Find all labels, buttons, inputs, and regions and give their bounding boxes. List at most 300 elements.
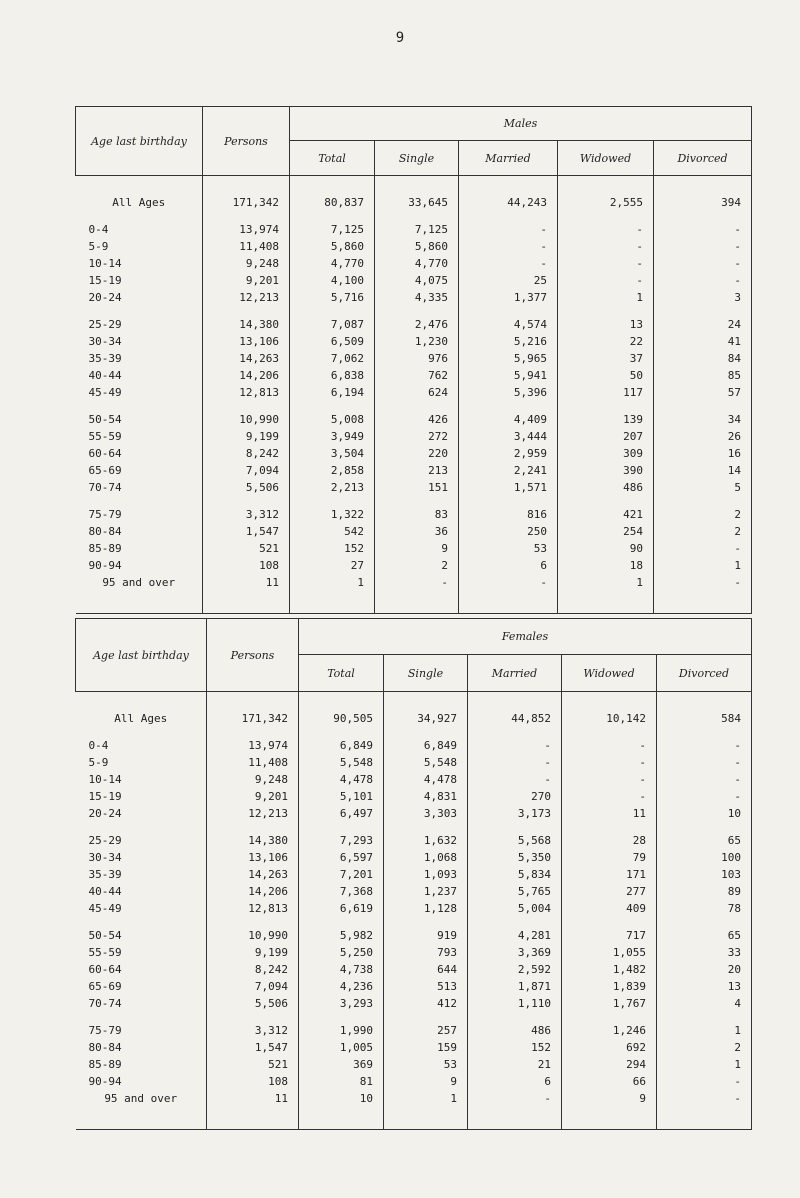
single-cell: 1,237: [384, 883, 468, 900]
persons-cell: 521: [207, 1056, 299, 1073]
spacer-cell: [375, 496, 459, 506]
divorced-cell: 33: [657, 944, 752, 961]
age-cell: 70-74: [88, 481, 122, 494]
married-cell: 816: [459, 506, 558, 523]
persons-cell: 10,990: [207, 927, 299, 944]
widowed-cell: 1,767: [562, 995, 657, 1012]
single-cell: 36: [375, 523, 459, 540]
widowed-cell: 421: [558, 506, 654, 523]
widowed-cell: 207: [558, 428, 654, 445]
spacer-cell: [203, 211, 290, 221]
single-cell: 4,831: [384, 788, 468, 805]
persons-cell: 12,813: [207, 900, 299, 917]
single-cell: 4,335: [375, 289, 459, 306]
married-cell: -: [468, 754, 562, 771]
age-group-row: [76, 961, 752, 978]
single-cell: 34,927: [384, 710, 468, 727]
total-cell: 3,949: [290, 428, 375, 445]
widowed-cell: 1: [558, 574, 654, 591]
age-cell: 5-9: [88, 240, 109, 253]
married-cell: 152: [468, 1039, 562, 1056]
spacer-cell: [562, 1012, 657, 1022]
single-cell: 7,125: [375, 221, 459, 238]
divorced-cell: -: [657, 1090, 752, 1107]
divorced-cell: 13: [657, 978, 752, 995]
widowed-cell: 486: [558, 479, 654, 496]
spacer-cell: [654, 401, 752, 411]
persons-cell: 1,547: [203, 523, 290, 540]
divorced-cell: 5: [654, 479, 752, 496]
age-group-row: [76, 1056, 752, 1073]
single-cell: 762: [375, 367, 459, 384]
total-cell: 80,837: [290, 194, 375, 211]
spacer-cell: [207, 1012, 299, 1022]
single-column-header: Single: [384, 655, 468, 692]
married-cell: 5,941: [459, 367, 558, 384]
widowed-cell: 66: [562, 1073, 657, 1090]
married-cell: 25: [459, 272, 558, 289]
divorced-column-header: Divorced: [657, 655, 752, 692]
spacer-cell: [459, 401, 558, 411]
age-group-row: [76, 238, 752, 255]
married-cell: 44,243: [459, 194, 558, 211]
single-cell: 2: [375, 557, 459, 574]
age-group-row: [76, 506, 752, 523]
spacer-cell: [203, 591, 290, 614]
spacer-cell: [657, 727, 752, 737]
total-cell: 6,849: [299, 737, 384, 754]
total-cell: 7,201: [299, 866, 384, 883]
widowed-cell: 294: [562, 1056, 657, 1073]
spacer-cell: [203, 306, 290, 316]
age-group-row: [76, 333, 752, 350]
married-cell: 53: [459, 540, 558, 557]
age-cell: 65-69: [88, 980, 122, 993]
persons-cell: 9,199: [203, 428, 290, 445]
age-column-header: Age last birthday: [76, 619, 207, 692]
persons-cell: 108: [207, 1073, 299, 1090]
total-cell: 7,062: [290, 350, 375, 367]
single-cell: 220: [375, 445, 459, 462]
persons-cell: 3,312: [203, 506, 290, 523]
persons-cell: 3,312: [207, 1022, 299, 1039]
single-cell: 412: [384, 995, 468, 1012]
spacer-cell: [207, 822, 299, 832]
divorced-cell: 584: [657, 710, 752, 727]
divorced-cell: -: [654, 255, 752, 272]
divorced-cell: 4: [657, 995, 752, 1012]
total-cell: 2,213: [290, 479, 375, 496]
single-cell: 5,548: [384, 754, 468, 771]
spacer-cell: [654, 211, 752, 221]
persons-cell: 13,106: [207, 849, 299, 866]
married-cell: 2,241: [459, 462, 558, 479]
single-cell: 3,303: [384, 805, 468, 822]
spacer-cell: [290, 401, 375, 411]
spacer-cell: [207, 692, 299, 711]
all-ages-row: [76, 710, 752, 727]
spacer-cell: [562, 1107, 657, 1130]
persons-cell: 171,342: [207, 710, 299, 727]
single-cell: 1,230: [375, 333, 459, 350]
spacer-cell: [203, 401, 290, 411]
spacer-cell: [654, 591, 752, 614]
age-cell: 75-79: [88, 508, 122, 521]
spacer-cell: [657, 1107, 752, 1130]
spacer-cell: [384, 822, 468, 832]
widowed-cell: 50: [558, 367, 654, 384]
married-cell: 1,571: [459, 479, 558, 496]
age-cell: 45-49: [88, 902, 122, 915]
age-cell: All Ages: [112, 196, 166, 209]
age-group-row: [76, 944, 752, 961]
persons-cell: 1,547: [207, 1039, 299, 1056]
persons-cell: 9,201: [207, 788, 299, 805]
spacer-cell: [375, 211, 459, 221]
widowed-cell: 90: [558, 540, 654, 557]
age-cell: 55-59: [88, 946, 122, 959]
age-cell: 50-54: [88, 929, 122, 942]
spacer-cell: [299, 917, 384, 927]
married-cell: 486: [468, 1022, 562, 1039]
age-group-row: [76, 737, 752, 754]
spacer-cell: [375, 306, 459, 316]
single-cell: 1: [384, 1090, 468, 1107]
total-cell: 542: [290, 523, 375, 540]
divorced-cell: 84: [654, 350, 752, 367]
spacer-cell: [207, 1107, 299, 1130]
single-cell: 83: [375, 506, 459, 523]
age-cell: 10-14: [88, 773, 122, 786]
spacer-cell: [290, 211, 375, 221]
spacer-cell: [375, 401, 459, 411]
spacer-cell: [207, 917, 299, 927]
total-cell: 6,838: [290, 367, 375, 384]
married-cell: 5,765: [468, 883, 562, 900]
single-cell: 2,476: [375, 316, 459, 333]
widowed-cell: -: [562, 737, 657, 754]
total-cell: 1,990: [299, 1022, 384, 1039]
divorced-cell: 394: [654, 194, 752, 211]
widowed-cell: 1,482: [562, 961, 657, 978]
males-marital-status-table: [75, 106, 752, 614]
married-cell: 2,959: [459, 445, 558, 462]
married-cell: 5,834: [468, 866, 562, 883]
spacer-cell: [654, 176, 752, 195]
divorced-cell: 41: [654, 333, 752, 350]
divorced-cell: 1: [657, 1056, 752, 1073]
widowed-cell: 254: [558, 523, 654, 540]
age-group-row: [76, 1090, 752, 1107]
married-cell: 5,396: [459, 384, 558, 401]
total-cell: 1,005: [299, 1039, 384, 1056]
spacer-cell: [468, 692, 562, 711]
total-cell: 2,858: [290, 462, 375, 479]
spacer-cell: [375, 176, 459, 195]
divorced-cell: -: [654, 221, 752, 238]
married-cell: 3,444: [459, 428, 558, 445]
spacer-cell: [290, 496, 375, 506]
single-cell: 159: [384, 1039, 468, 1056]
persons-cell: 13,974: [207, 737, 299, 754]
widowed-cell: 277: [562, 883, 657, 900]
total-cell: 6,509: [290, 333, 375, 350]
spacer-cell: [459, 176, 558, 195]
age-cell: 40-44: [88, 885, 122, 898]
married-cell: 4,574: [459, 316, 558, 333]
divorced-cell: 57: [654, 384, 752, 401]
age-group-row: [76, 771, 752, 788]
divorced-cell: 34: [654, 411, 752, 428]
persons-cell: 14,206: [207, 883, 299, 900]
total-cell: 4,100: [290, 272, 375, 289]
married-cell: 1,110: [468, 995, 562, 1012]
spacer-cell: [76, 822, 207, 832]
spacer-cell: [290, 306, 375, 316]
spacer-cell: [384, 1107, 468, 1130]
married-cell: -: [459, 221, 558, 238]
spacer-cell: [654, 496, 752, 506]
persons-cell: 8,242: [203, 445, 290, 462]
married-column-header: Married: [459, 141, 558, 176]
single-cell: 4,770: [375, 255, 459, 272]
married-cell: 1,377: [459, 289, 558, 306]
widowed-cell: -: [562, 754, 657, 771]
single-cell: 1,128: [384, 900, 468, 917]
married-cell: -: [459, 255, 558, 272]
married-column-header: Married: [468, 655, 562, 692]
age-group-row: [76, 1039, 752, 1056]
divorced-column-header: Divorced: [654, 141, 752, 176]
widowed-cell: 117: [558, 384, 654, 401]
total-cell: 5,548: [299, 754, 384, 771]
persons-cell: 11,408: [203, 238, 290, 255]
widowed-cell: 171: [562, 866, 657, 883]
divorced-cell: 24: [654, 316, 752, 333]
age-group-row: [76, 1073, 752, 1090]
spacer-cell: [299, 1107, 384, 1130]
persons-cell: 12,213: [207, 805, 299, 822]
age-group-row: [76, 350, 752, 367]
age-group-row: [76, 805, 752, 822]
age-cell: 15-19: [88, 274, 122, 287]
spacer-cell: [76, 306, 203, 316]
age-group-row: [76, 978, 752, 995]
single-cell: 272: [375, 428, 459, 445]
divorced-cell: -: [657, 788, 752, 805]
single-cell: -: [375, 574, 459, 591]
persons-cell: 14,263: [203, 350, 290, 367]
age-cell: 80-84: [88, 1041, 122, 1054]
persons-cell: 9,201: [203, 272, 290, 289]
widowed-cell: -: [558, 255, 654, 272]
married-cell: 6: [459, 557, 558, 574]
age-cell: 5-9: [88, 756, 109, 769]
persons-cell: 5,506: [207, 995, 299, 1012]
spacer-cell: [299, 822, 384, 832]
age-group-row: [76, 316, 752, 333]
age-group-row: [76, 849, 752, 866]
age-group-row: [76, 221, 752, 238]
married-cell: 5,004: [468, 900, 562, 917]
spacer-cell: [562, 917, 657, 927]
total-column-header: Total: [299, 655, 384, 692]
spacer-cell: [468, 1012, 562, 1022]
divorced-cell: -: [657, 771, 752, 788]
married-cell: 3,369: [468, 944, 562, 961]
age-group-row: [76, 557, 752, 574]
divorced-cell: 2: [654, 523, 752, 540]
single-cell: 919: [384, 927, 468, 944]
persons-cell: 14,380: [203, 316, 290, 333]
divorced-cell: 3: [654, 289, 752, 306]
divorced-cell: -: [654, 540, 752, 557]
persons-cell: 9,199: [207, 944, 299, 961]
married-cell: 4,409: [459, 411, 558, 428]
widowed-cell: -: [558, 238, 654, 255]
age-group-row: [76, 367, 752, 384]
spacer-cell: [558, 591, 654, 614]
age-group-row: [76, 1022, 752, 1039]
married-cell: 250: [459, 523, 558, 540]
widowed-cell: 9: [562, 1090, 657, 1107]
persons-cell: 11: [203, 574, 290, 591]
married-cell: 2,592: [468, 961, 562, 978]
males-group-header: Males: [290, 107, 752, 141]
persons-cell: 13,106: [203, 333, 290, 350]
divorced-cell: 14: [654, 462, 752, 479]
married-cell: 44,852: [468, 710, 562, 727]
widowed-cell: 1: [558, 289, 654, 306]
divorced-cell: 65: [657, 927, 752, 944]
spacer-cell: [375, 591, 459, 614]
age-column-header: Age last birthday: [76, 107, 203, 176]
widowed-cell: -: [562, 771, 657, 788]
married-cell: -: [459, 574, 558, 591]
divorced-cell: -: [657, 1073, 752, 1090]
persons-cell: 8,242: [207, 961, 299, 978]
age-cell: 55-59: [88, 430, 122, 443]
married-cell: 3,173: [468, 805, 562, 822]
spacer-cell: [562, 692, 657, 711]
age-group-row: [76, 574, 752, 591]
single-cell: 4,478: [384, 771, 468, 788]
single-cell: 33,645: [375, 194, 459, 211]
married-cell: 4,281: [468, 927, 562, 944]
persons-cell: 521: [203, 540, 290, 557]
spacer-cell: [459, 306, 558, 316]
age-cell: 95 and over: [102, 576, 176, 589]
age-cell: 35-39: [88, 868, 122, 881]
age-cell: 95 and over: [104, 1092, 178, 1105]
persons-cell: 7,094: [203, 462, 290, 479]
spacer-cell: [76, 917, 207, 927]
total-cell: 6,619: [299, 900, 384, 917]
single-cell: 513: [384, 978, 468, 995]
spacer-cell: [384, 1012, 468, 1022]
married-cell: 5,965: [459, 350, 558, 367]
age-group-row: [76, 462, 752, 479]
total-cell: 4,478: [299, 771, 384, 788]
total-cell: 369: [299, 1056, 384, 1073]
single-cell: 257: [384, 1022, 468, 1039]
persons-cell: 14,380: [207, 832, 299, 849]
divorced-cell: 16: [654, 445, 752, 462]
spacer-cell: [558, 496, 654, 506]
divorced-cell: 10: [657, 805, 752, 822]
age-cell: 0-4: [88, 739, 109, 752]
spacer-cell: [562, 727, 657, 737]
age-group-row: [76, 289, 752, 306]
spacer-cell: [384, 692, 468, 711]
total-cell: 152: [290, 540, 375, 557]
persons-cell: 10,990: [203, 411, 290, 428]
total-cell: 5,101: [299, 788, 384, 805]
widowed-cell: -: [558, 272, 654, 289]
total-cell: 3,293: [299, 995, 384, 1012]
single-cell: 624: [375, 384, 459, 401]
married-cell: 5,568: [468, 832, 562, 849]
age-cell: All Ages: [114, 712, 168, 725]
married-cell: 270: [468, 788, 562, 805]
spacer-cell: [384, 727, 468, 737]
total-cell: 90,505: [299, 710, 384, 727]
spacer-cell: [468, 1107, 562, 1130]
age-group-row: [76, 927, 752, 944]
single-cell: 1,093: [384, 866, 468, 883]
persons-column-header: Persons: [203, 107, 290, 176]
total-cell: 27: [290, 557, 375, 574]
spacer-cell: [558, 176, 654, 195]
persons-cell: 14,206: [203, 367, 290, 384]
spacer-cell: [76, 1107, 207, 1130]
spacer-cell: [203, 176, 290, 195]
total-cell: 81: [299, 1073, 384, 1090]
persons-cell: 14,263: [207, 866, 299, 883]
single-cell: 53: [384, 1056, 468, 1073]
age-group-row: [76, 788, 752, 805]
widowed-cell: 692: [562, 1039, 657, 1056]
single-cell: 213: [375, 462, 459, 479]
persons-cell: 5,506: [203, 479, 290, 496]
persons-cell: 171,342: [203, 194, 290, 211]
spacer-cell: [76, 727, 207, 737]
spacer-cell: [562, 822, 657, 832]
spacer-cell: [299, 1012, 384, 1022]
total-cell: 7,368: [299, 883, 384, 900]
spacer-cell: [76, 1012, 207, 1022]
widowed-cell: 1,839: [562, 978, 657, 995]
widowed-cell: 1,246: [562, 1022, 657, 1039]
age-cell: 60-64: [88, 447, 122, 460]
spacer-cell: [76, 401, 203, 411]
divorced-cell: -: [657, 754, 752, 771]
persons-cell: 11,408: [207, 754, 299, 771]
age-group-row: [76, 411, 752, 428]
age-cell: 45-49: [88, 386, 122, 399]
persons-cell: 12,213: [203, 289, 290, 306]
age-cell: 90-94: [88, 559, 122, 572]
age-group-row: [76, 523, 752, 540]
age-cell: 25-29: [88, 834, 122, 847]
married-cell: 6: [468, 1073, 562, 1090]
spacer-cell: [468, 727, 562, 737]
persons-cell: 108: [203, 557, 290, 574]
spacer-cell: [203, 496, 290, 506]
widowed-cell: 409: [562, 900, 657, 917]
single-cell: 426: [375, 411, 459, 428]
spacer-cell: [384, 917, 468, 927]
